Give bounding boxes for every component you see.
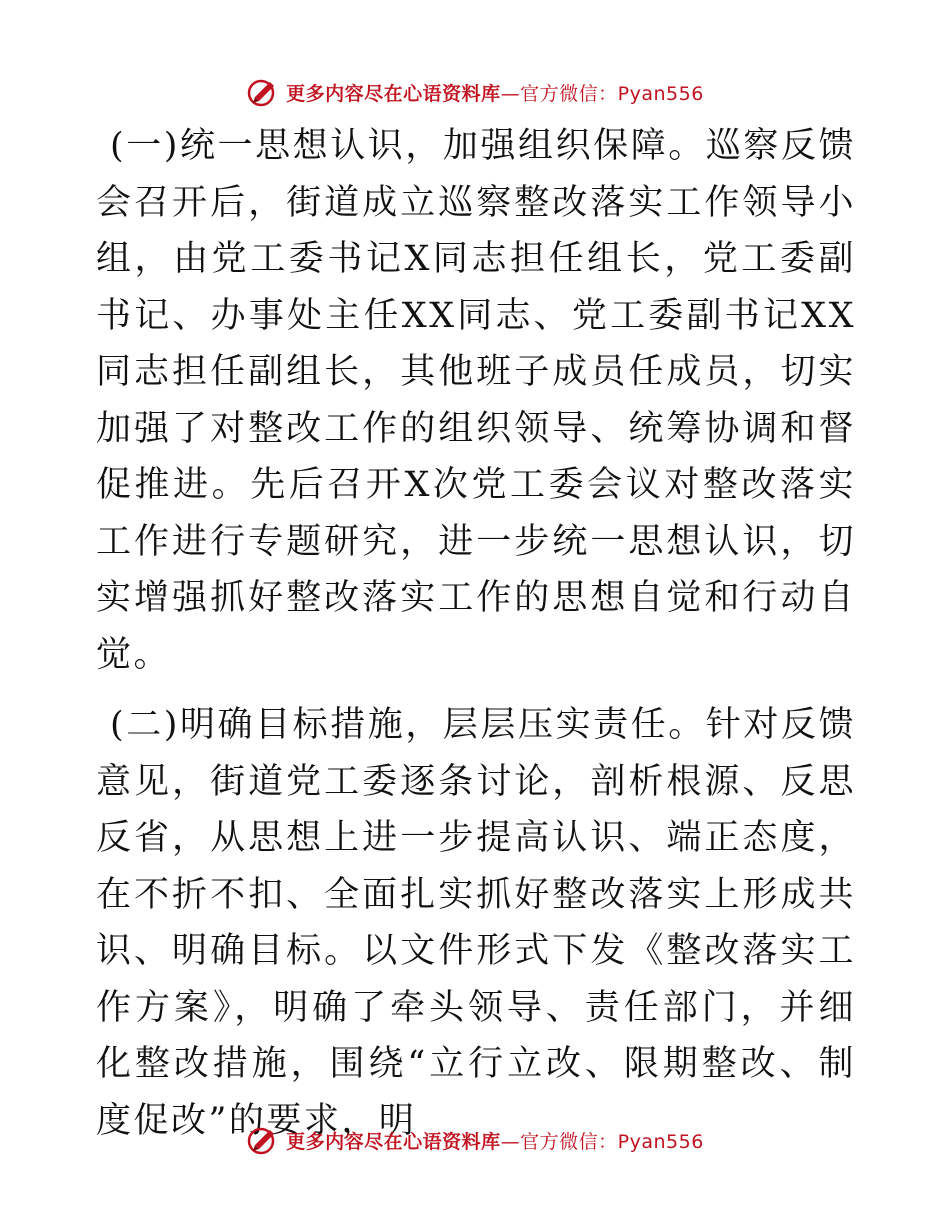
paragraph-targets: (二)明确目标措施，层层压实责任。针对反馈意见，街道党工委逐条讨论，剖析根源、反思反省，从思想上进一步提高认识、端正态度，在不折不扣、全面扎实抓好整改落实上形成共识、明确目标。以文件形式下发《整改落实工作方案》，明确了牵头领导、责任部门，并细化整改措施，围绕“立行立改、限期整改、制度促改”的要求，明: [96, 705, 856, 1141]
paragraph-organization: (一)统一思想认识，加强组织保障。巡察反馈会召开后，街道成立巡察整改落实工作领导小组，由党工委书记X同志担任组长，党工委副书记、办事处主任XX同志、党工委副书记XX同志担任副组长，其他班子成员任成员，切实加强了对整改工作的组织领导、统筹协调和督促推进。先后召开X次党工委会议对整改落实工作进行专题研究，进一步统一思想认识，切实增强抓好整改落实工作的思想自觉和行动自觉。: [96, 126, 856, 675]
watermark-text: 更多内容尽在心语资料库—官方微信：Pyan556: [286, 82, 704, 105]
pen-logo-icon: [246, 1123, 280, 1157]
document-body: [96, 118, 856, 1149]
header-watermark: [0, 72, 950, 112]
watermark-text: 更多内容尽在心语资料库—官方微信：Pyan556: [286, 1130, 704, 1153]
footer-watermark: [0, 1120, 950, 1160]
pen-logo-icon: [246, 75, 280, 109]
